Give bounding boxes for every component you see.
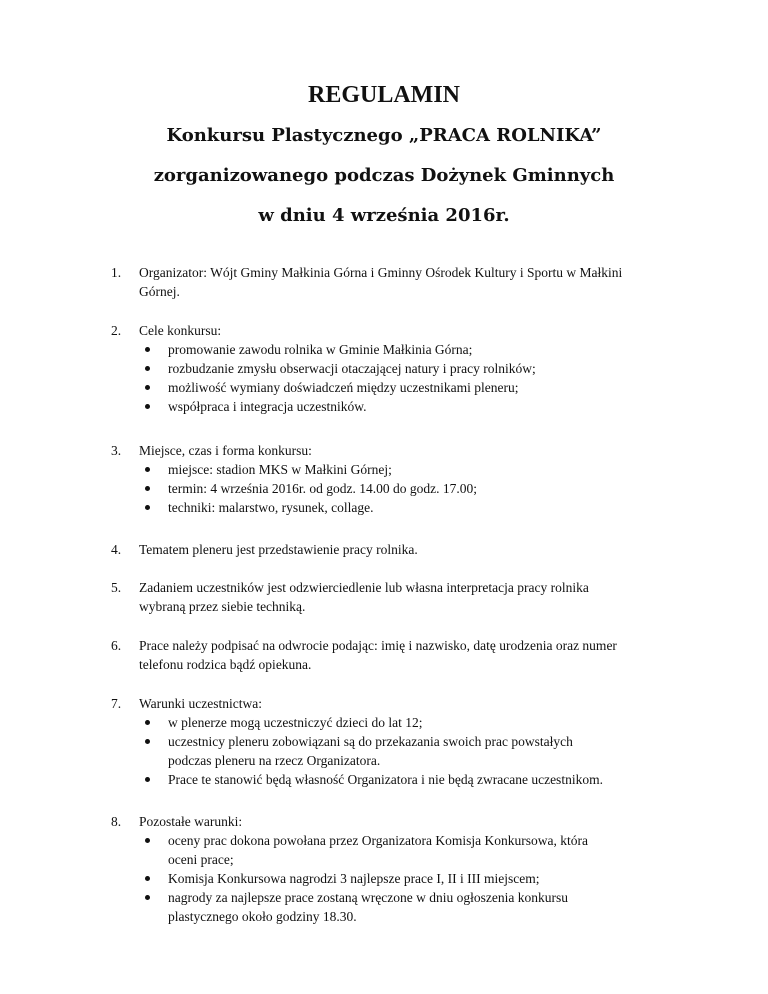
rule-text bbox=[139, 578, 709, 616]
bullet-dot-icon bbox=[145, 876, 150, 881]
bullet-text-line: uczestnicy pleneru zobowiązani są do przekazania swoich prac powstałych bbox=[168, 734, 573, 749]
rule-number: 5. bbox=[111, 580, 122, 595]
bullet-item bbox=[141, 340, 701, 359]
rule-text-line: Zadaniem uczestników jest odzwierciedlenie lub własna interpretacja pracy rolnika bbox=[139, 580, 589, 595]
bullet-item bbox=[141, 732, 701, 770]
rule-text bbox=[139, 321, 709, 340]
bullet-dot-icon bbox=[145, 347, 150, 352]
bullet-list bbox=[141, 340, 701, 416]
rule-text-line: Tematem pleneru jest przedstawienie pracy rolnika. bbox=[139, 542, 418, 557]
bullet-text-line: Prace te stanowić będą własność Organizatora i nie będą zwracane uczestnikom. bbox=[168, 772, 603, 787]
rule-text-line: Prace należy podpisać na odwrocie podając: imię i nazwisko, datę urodzenia oraz numer bbox=[139, 638, 617, 653]
rule-text bbox=[139, 263, 709, 301]
bullet-item bbox=[141, 460, 701, 479]
rule-number: 1. bbox=[111, 265, 122, 280]
rule-number: 3. bbox=[111, 443, 122, 458]
bullet-text-line: rozbudzanie zmysłu obserwacji otaczającej natury i pracy rolników; bbox=[168, 361, 536, 376]
bullet-item bbox=[141, 397, 701, 416]
bullet-text-line: termin: 4 września 2016r. od godz. 14.00 do godz. 17.00; bbox=[168, 481, 477, 496]
bullet-dot-icon bbox=[145, 720, 150, 725]
rule-text-line: Pozostałe warunki: bbox=[139, 814, 243, 829]
rule-number: 7. bbox=[111, 696, 122, 711]
bullet-item bbox=[141, 378, 701, 397]
bullet-text-line: współpraca i integracja uczestników. bbox=[168, 399, 367, 414]
bullet-text-line: Komisja Konkursowa nagrodzi 3 najlepsze prace I, II i III miejscem; bbox=[168, 871, 540, 886]
bullet-item bbox=[141, 770, 701, 789]
bullet-text-line: techniki: malarstwo, rysunek, collage. bbox=[168, 500, 374, 515]
subtitle-event: zorganizowanego podczas Dożynek Gminnych bbox=[153, 165, 615, 186]
subtitle-date: w dniu 4 września 2016r. bbox=[258, 205, 510, 226]
rule-number: 6. bbox=[111, 638, 122, 653]
rule-text-line: Cele konkursu: bbox=[139, 323, 222, 338]
bullet-list bbox=[141, 831, 701, 926]
bullet-item bbox=[141, 498, 701, 517]
bullet-dot-icon bbox=[145, 777, 150, 782]
bullet-text-line: promowanie zawodu rolnika w Gminie Małkinia Górna; bbox=[168, 342, 473, 357]
rule-text bbox=[139, 694, 709, 713]
bullet-dot-icon bbox=[145, 486, 150, 491]
bullet-text-line: nagrody za najlepsze prace zostaną wręczone w dniu ogłoszenia konkursu bbox=[168, 890, 568, 905]
bullet-item bbox=[141, 359, 701, 378]
bullet-dot-icon bbox=[145, 505, 150, 510]
bullet-dot-icon bbox=[145, 895, 150, 900]
bullet-text-line: możliwość wymiany doświadczeń między uczestnikami pleneru; bbox=[168, 380, 519, 395]
rule-text-line: telefonu rodzica bądź opiekuna. bbox=[139, 657, 312, 672]
bullet-list bbox=[141, 713, 701, 789]
rule-text-line: wybraną przez siebie techniką. bbox=[139, 599, 306, 614]
rule-text bbox=[139, 441, 709, 460]
bullet-list bbox=[141, 460, 701, 517]
rule-text bbox=[139, 540, 709, 559]
bullet-dot-icon bbox=[145, 838, 150, 843]
bullet-text-line: oceny prac dokona powołana przez Organizatora Komisja Konkursowa, która bbox=[168, 833, 588, 848]
page-title: REGULAMIN bbox=[307, 82, 460, 108]
bullet-text-line: plastycznego około godziny 18.30. bbox=[168, 909, 357, 924]
rule-text bbox=[139, 636, 709, 674]
bullet-text-line: oceni prace; bbox=[168, 852, 234, 867]
rule-text bbox=[139, 812, 709, 831]
bullet-dot-icon bbox=[145, 385, 150, 390]
rule-number: 2. bbox=[111, 323, 122, 338]
bullet-text-line: podczas pleneru na rzecz Organizatora. bbox=[168, 753, 381, 768]
rule-text-line: Górnej. bbox=[139, 284, 180, 299]
rule-number: 8. bbox=[111, 814, 122, 829]
subtitle-contest-name: Konkursu Plastycznego „PRACA ROLNIKA” bbox=[166, 125, 602, 146]
bullet-item bbox=[141, 479, 701, 498]
bullet-item bbox=[141, 888, 701, 926]
rule-number: 4. bbox=[111, 542, 122, 557]
bullet-dot-icon bbox=[145, 366, 150, 371]
bullet-item bbox=[141, 869, 701, 888]
rule-text-line: Organizator: Wójt Gminy Małkinia Górna i Gminny Ośrodek Kultury i Sportu w Małkini bbox=[139, 265, 623, 280]
bullet-text-line: miejsce: stadion MKS w Małkini Górnej; bbox=[168, 462, 392, 477]
bullet-dot-icon bbox=[145, 739, 150, 744]
bullet-item bbox=[141, 713, 701, 732]
rule-text-line: Miejsce, czas i forma konkursu: bbox=[139, 443, 312, 458]
bullet-dot-icon bbox=[145, 404, 150, 409]
bullet-item bbox=[141, 831, 701, 869]
bullet-text-line: w plenerze mogą uczestniczyć dzieci do lat 12; bbox=[168, 715, 423, 730]
rule-text-line: Warunki uczestnictwa: bbox=[139, 696, 262, 711]
bullet-dot-icon bbox=[145, 467, 150, 472]
